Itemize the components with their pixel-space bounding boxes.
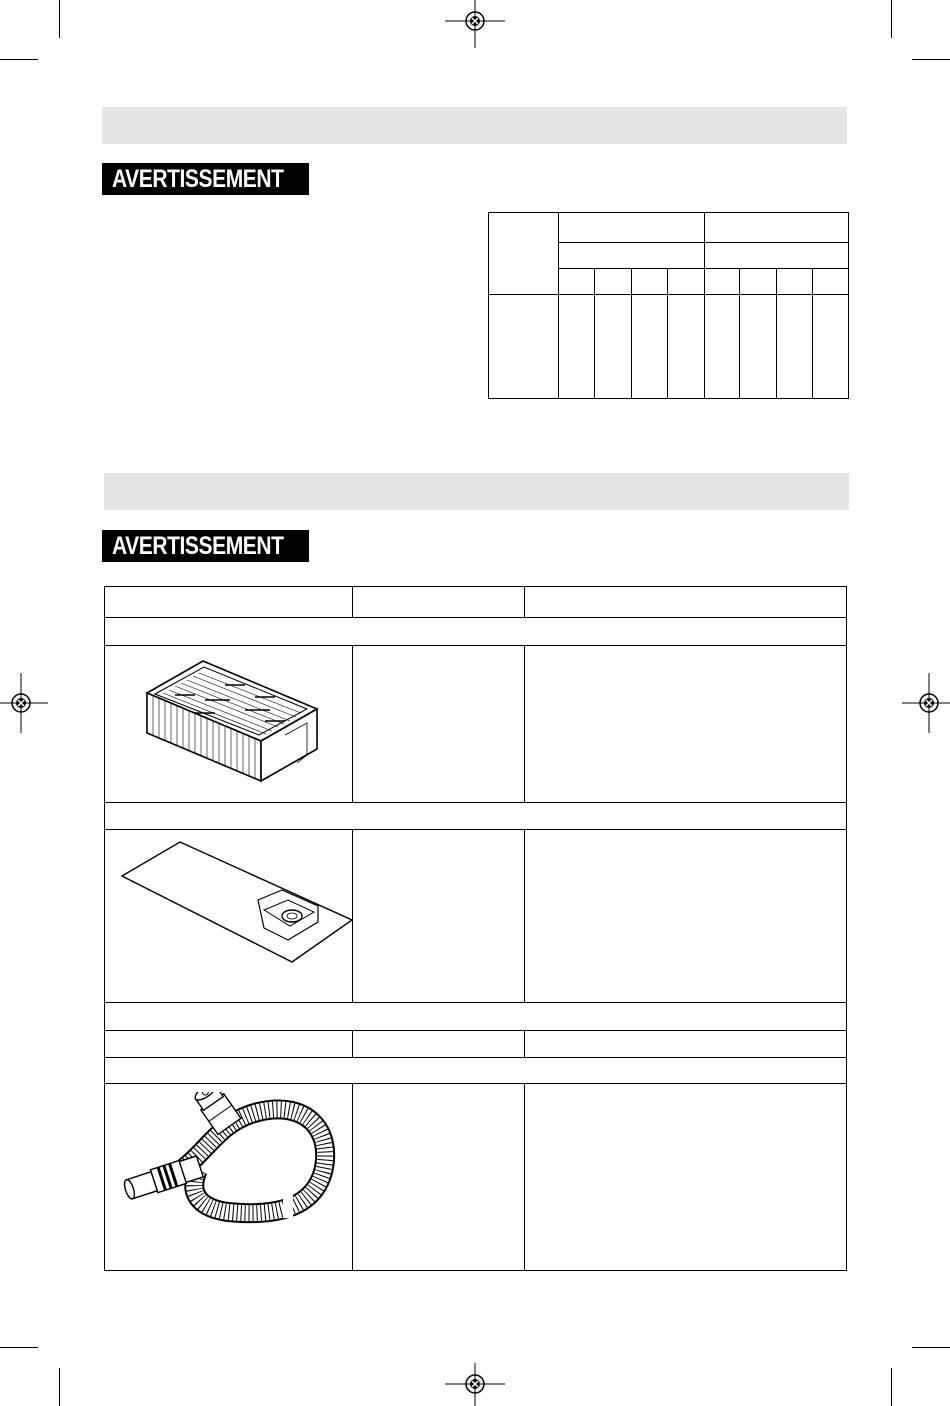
registration-mark-bottom [445,1363,505,1406]
dust-bag-icon [118,838,353,968]
registration-mark-top [445,0,505,48]
registration-mark-right [902,673,950,733]
pleated-filter-icon [135,655,325,795]
section-header-band-2 [104,473,849,510]
warning-label-text: AVERTISSEMENT [112,164,284,193]
warning-label-text: AVERTISSEMENT [112,531,284,560]
warning-label-1 [102,163,309,195]
warning-label-2 [102,530,309,562]
vacuum-hose-icon [118,1092,348,1232]
registration-mark-left [0,673,48,733]
section-header-band-1 [102,107,847,144]
